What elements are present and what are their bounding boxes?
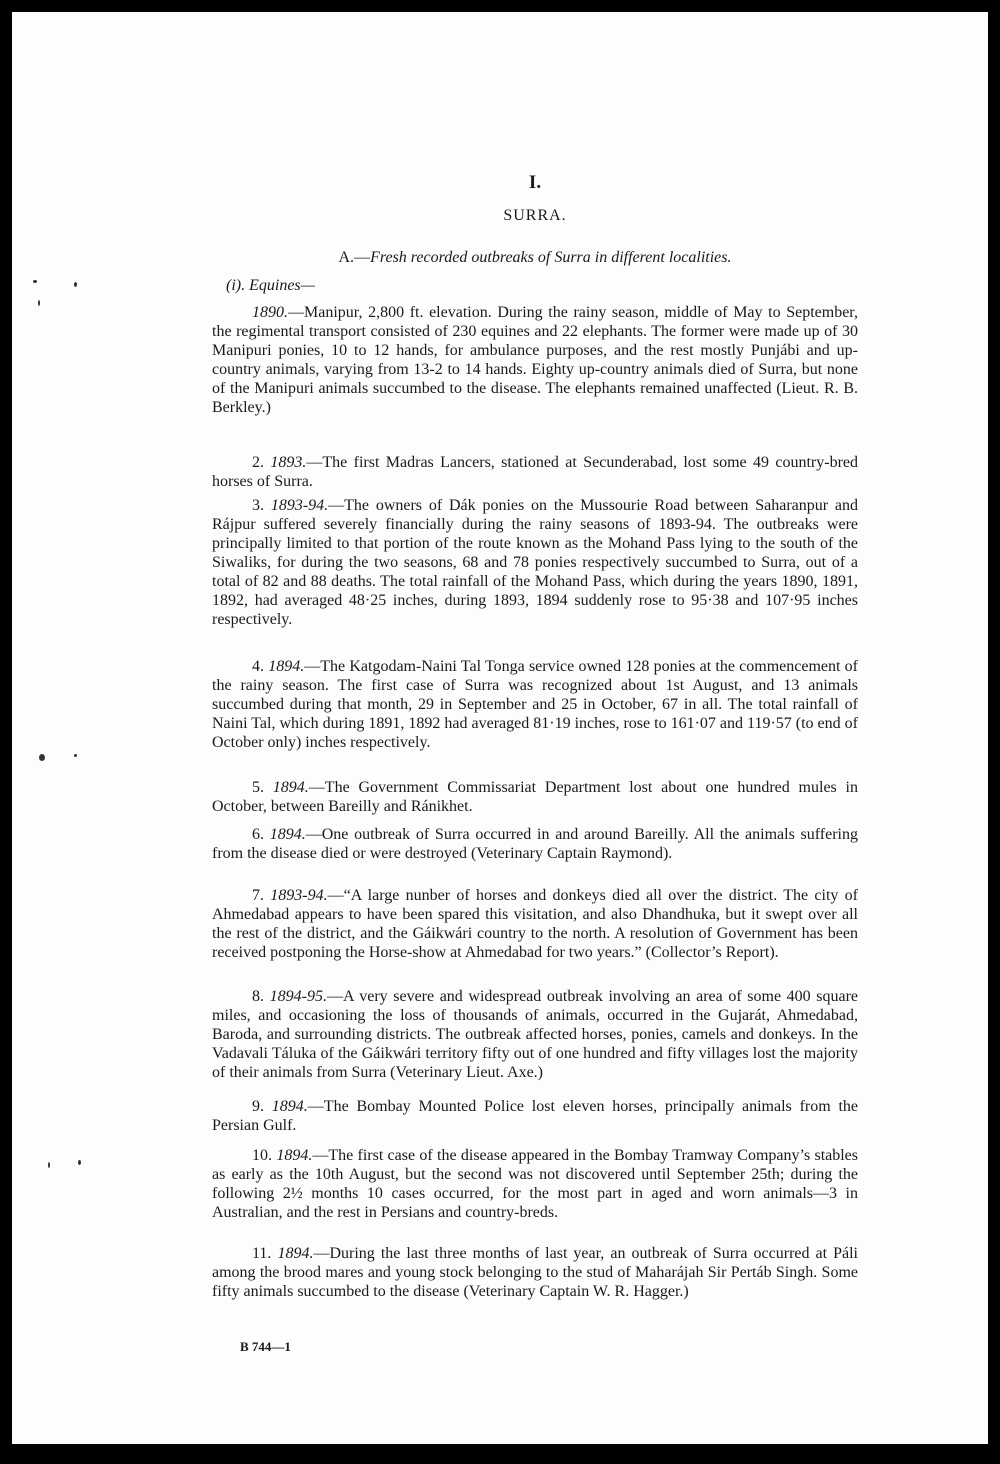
paragraph xyxy=(212,987,858,1082)
paragraph xyxy=(212,657,858,752)
paragraph-text: —The Government Commissariat Department lost about one hundred mules in October, between Bareilly and Ránikhet. xyxy=(212,779,859,815)
paragraph-text: —The first Madras Lancers, stationed at Secunderabad, lost some 49 country-bred horses of Surra. xyxy=(212,454,859,490)
subheading-italic: Fresh recorded outbreaks of Surra in different localities. xyxy=(370,249,732,266)
paragraph-year: 1893-94. xyxy=(270,497,329,514)
paragraph-text: —A very severe and widespread outbreak involving an area of some 400 square miles, and occasioning the loss of thousands of animals, occurred in the Gujarát, Ahmedabad, Baroda, and surrounding districts. The outbreak affected horses, ponies, camels and donkeys. In the Vadavali Táluka of the Gáikwári territory fifty out of one hundred and fifty villages lost the majority of their animals from Surra (Veterinary Lieut. Axe.) xyxy=(212,988,859,1081)
paragraph xyxy=(212,496,858,629)
paragraph-year: 1894. xyxy=(268,658,305,675)
paragraph-text: —The first case of the disease appeared in the Bombay Tramway Company’s stables as early as the 10th August, but the second was not discovered until September 25th; during the following 2½ months 10 cases occurred, for the most part in aged and worn animals—3 in Australian, and the rest in Persians and country-breds. xyxy=(212,1147,859,1221)
paragraph-year: 1894. xyxy=(269,826,306,843)
margin-speck xyxy=(74,754,77,757)
paragraph xyxy=(212,825,858,863)
paragraph xyxy=(212,1244,858,1301)
paragraph-number: 9. xyxy=(252,1098,264,1115)
subheading-prefix: A.— xyxy=(338,249,371,266)
paragraph-text: —One outbreak of Surra occurred in and around Bareilly. All the animals suffering from the disease died or were destroyed (Veterinary Captain Raymond). xyxy=(212,826,859,862)
paragraph-year: 1894. xyxy=(276,1147,313,1164)
paragraph-year: 1890. xyxy=(252,304,288,321)
margin-speck xyxy=(33,280,37,283)
paragraph-text: —The owners of Dák ponies on the Mussourie Road between Saharanpur and Rájpur suffered severely financially during the rainy seasons of 1893-94. The outbreaks were principally limited to that portion of the route known as the Mohand Pass lying to the south of the Siwaliks, for during the two seasons, 68 and 78 ponies respectively succumbed to Surra, out of a total of 82 and 88 deaths. The total rainfall of the Mohand Pass, which during the years 1890, 1891, 1892, had averaged 48·25 inches, during 1893, 1894 suddenly rose to 95·38 and 107·95 inches respectively. xyxy=(212,497,859,628)
paragraph xyxy=(212,303,858,417)
paragraph-text: —“A large nunber of horses and donkeys died all over the district. The city of Ahmedabad appears to have been spared this visitation, and also Dhandhuka, but it swept over all the rest of the district, and the Gáikwári country to the north. A resolution of Government has been received postponing the Horse-show at Ahmedabad for two years.” (Collector’s Report). xyxy=(212,887,859,961)
paragraph-number: 8. xyxy=(252,988,264,1005)
signature-mark: B 744—1 xyxy=(240,1339,291,1354)
margin-speck xyxy=(38,300,40,306)
margin-speck xyxy=(39,754,45,761)
paragraph-number: 2. xyxy=(252,454,264,471)
paragraph xyxy=(212,1146,858,1222)
paragraph xyxy=(212,778,858,816)
section-title: SURRA. xyxy=(503,207,567,224)
margin-speck xyxy=(78,1160,81,1165)
margin-speck xyxy=(48,1162,50,1168)
paragraph-number: 5. xyxy=(252,779,264,796)
group-label: (i). Equines— xyxy=(226,277,315,294)
paragraph-number: 4. xyxy=(252,658,264,675)
paragraph-number: 3. xyxy=(252,497,264,514)
paragraph-number: 11. xyxy=(252,1245,272,1262)
paragraph-year: 1893-94. xyxy=(270,887,328,904)
subheading xyxy=(212,249,858,267)
paragraph-text: —During the last three months of last year, an outbreak of Surra occurred at Páli among the brood mares and young stock belonging to the stud of Maharájah Sir Pertáb Singh. Some fifty animals succumbed to the disease (Veterinary Captain W. R. Hagger.) xyxy=(212,1245,859,1300)
paragraph-year: 1894. xyxy=(272,779,309,796)
paragraph xyxy=(212,453,858,491)
paragraph-number: 10. xyxy=(252,1147,272,1164)
paragraph-year: 1894-95. xyxy=(269,988,327,1005)
paragraph xyxy=(212,1097,858,1135)
document-page xyxy=(12,12,988,1444)
paragraph-number: 6. xyxy=(252,826,264,843)
paragraph xyxy=(212,886,858,962)
paragraph-text: —Manipur, 2,800 ft. elevation. During the rainy season, middle of May to September, the regimental transport consisted of 230 equines and 22 elephants. The former were made up of 30 Manipuri ponies, 10 to 12 hands, for ambulance purposes, and the rest mostly Punjábi and up-country animals, varying from 13-2 to 14 hands. Eighty up-country animals died of Surra, but none of the Manipuri animals succumbed to the disease. The elephants remained unaffected (Lieut. R. B. Berkley.) xyxy=(212,304,858,416)
section-number: I. xyxy=(528,172,542,193)
paragraph-number: 7. xyxy=(252,887,264,904)
margin-speck xyxy=(74,282,77,287)
paragraph-year: 1893. xyxy=(270,454,307,471)
paragraph-year: 1894. xyxy=(277,1245,314,1262)
paragraph-text: —The Katgodam-Naini Tal Tonga service owned 128 ponies at the commencement of the rainy season. The first case of Surra was recognized about 1st August, and 13 animals succumbed during that month, 29 in September and 25 in October, 67 in all. The total rainfall of Naini Tal, which during 1891, 1892 had averaged 81·19 inches, rose to 161·07 and 119·57 (to end of October only) inches respectively. xyxy=(212,658,858,751)
paragraph-text: —The Bombay Mounted Police lost eleven horses, principally animals from the Persian Gulf. xyxy=(212,1098,859,1134)
paragraph-year: 1894. xyxy=(271,1098,308,1115)
